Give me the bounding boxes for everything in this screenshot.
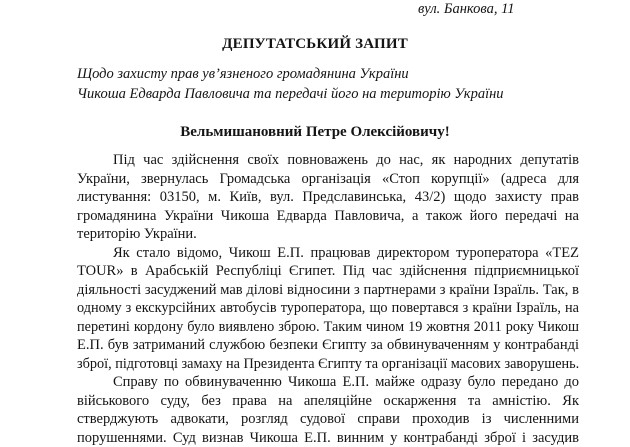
document-title: ДЕПУТАТСЬКИЙ ЗАПИТ bbox=[222, 36, 408, 52]
salutation: Вельмишановний Петре Олексійовичу! bbox=[180, 124, 450, 140]
text-line: перетині кордону було виявлено зброю. Таким чином 19 жовтня 2011 року Чикош bbox=[77, 318, 579, 335]
text-line: військового суду, без права на апеляційне оскарження та амністію. Як bbox=[77, 392, 579, 409]
text-line: одному з екскурсійних автобусів туроператора, що повертався з країни Ізраїль, на bbox=[77, 300, 579, 316]
text-line: листування: 03150, м. Київ, вул. Предславинська, 43/2) щодо захисту прав bbox=[77, 189, 579, 205]
text-line: Е.П. був затриманий службою безпеки Єгипту за обвинуваченням у контрабанді bbox=[77, 337, 579, 353]
document-subject bbox=[77, 64, 504, 104]
text-line: Під час здійснення своїх повноважень до нас, як народних депутатів bbox=[113, 152, 579, 168]
text-line: TOUR» в Арабській Республіці Єгипет. Під час здійснення підприємницької bbox=[77, 263, 579, 279]
text-line: діяльності засуджений мав ділові відносини з партнерами з країни Ізраїль. Так, в bbox=[77, 281, 579, 298]
text-line: зброї, підготовці замаху на Президента Єгипту та організації масових заворушень. bbox=[77, 355, 580, 372]
document-body bbox=[77, 151, 580, 446]
text-line: територію України. bbox=[77, 226, 197, 242]
paragraph bbox=[77, 151, 579, 244]
text-line: Справу по обвинуваченню Чикоша Е.П. майже одразу було передано до bbox=[113, 374, 579, 390]
recipient-address: вул. Банкова, 11 bbox=[418, 1, 515, 17]
paragraph bbox=[77, 373, 579, 446]
subject-line: Чикоша Едварда Павловича та передачі його на територію України bbox=[77, 86, 504, 102]
text-line: стверджують адвокати, розгляд судової справи проходив із численними bbox=[77, 411, 579, 427]
text-line: порушеннями. Суд визнав Чикоша Е.П. винним у контрабанді зброї і засудив bbox=[77, 429, 579, 446]
paragraph bbox=[77, 244, 579, 374]
text-line: Як стало відомо, Чикош Е.П. працював директором туроператора «TEZ bbox=[113, 244, 579, 261]
text-line: громадянина України Чикоша Едварда Павловича, а також його передачі на bbox=[77, 207, 579, 224]
text-line: України, звернулась Громадська організація «Стоп корупції» (адреса для bbox=[77, 170, 579, 187]
subject-line: Щодо захисту прав ув’язненого громадянина України bbox=[77, 66, 409, 82]
